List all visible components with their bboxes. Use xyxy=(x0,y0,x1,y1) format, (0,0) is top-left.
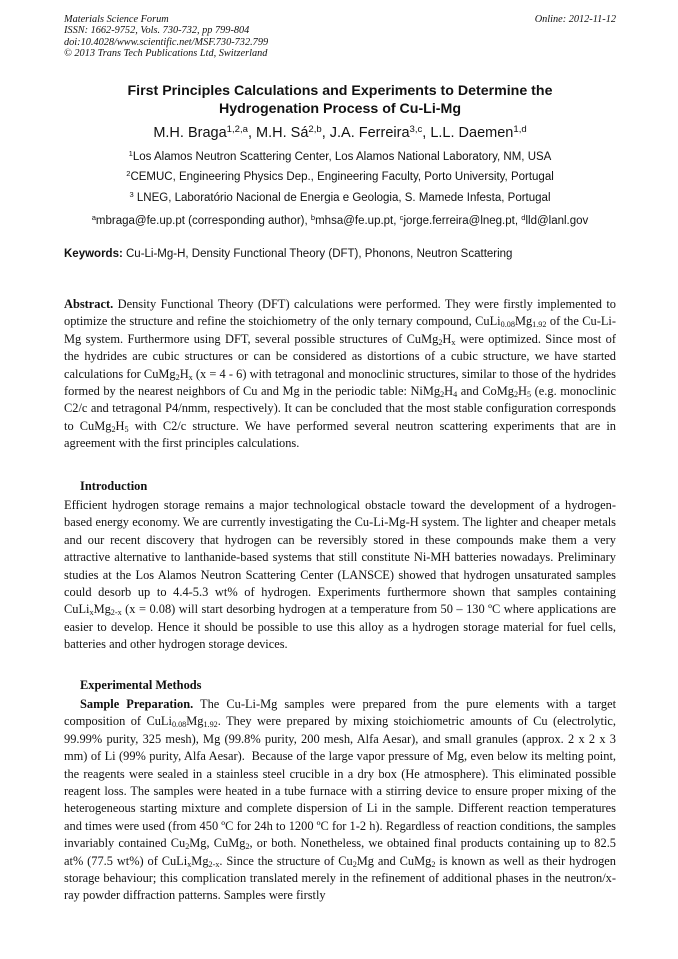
abstract xyxy=(64,296,616,453)
affiliation-1: $^1$Los Alamos Neutron Scattering Center, Los Alamos National Laboratory, NM, USA xyxy=(128,148,552,163)
sample-preparation-heading: Sample Preparation. xyxy=(80,697,194,711)
journal-header xyxy=(64,14,616,60)
author-affiliation-mark: 2,b xyxy=(308,123,322,135)
journal-issn: ISSN: 1662-9752, Vols. 730-732, pp 799-804 xyxy=(64,25,250,37)
author-affiliation-mark: 3,c xyxy=(409,123,423,135)
email-link[interactable]: mhsa@fe.up.pt, xyxy=(315,215,400,227)
title-line-1: First Principles Calculations and Experiments to Determine the xyxy=(127,83,553,99)
journal-doi: doi:10.4028/www.scientific.net/MSF.730-732.799 xyxy=(64,36,269,48)
affiliation-2: $^2$CEMUC, Engineering Physics Dep., Engineering Faculty, Porto University, Portugal xyxy=(126,168,554,183)
introduction-heading: Introduction xyxy=(80,479,148,493)
affiliation-3: $^3$ LNEG, Laboratório Nacional de Energia e Geologia, S. Mamede Infesta, Portugal xyxy=(129,189,551,204)
author-emails: $^a$mbraga@fe.up.pt (corresponding author), $^b$mhsa@fe.up.pt, $^c$jorge.ferreira@lneg.pt, $^d$lld@lanl.gov xyxy=(91,212,589,227)
email-link[interactable]: jorge.ferreira@lneg.pt, xyxy=(403,215,522,227)
keywords xyxy=(64,247,616,261)
author-name: M.H. Sá xyxy=(256,125,309,141)
email-link[interactable]: mbraga@fe.up.pt (corresponding author), xyxy=(95,215,311,227)
journal-copyright: © 2013 Trans Tech Publications Ltd, Switzerland xyxy=(64,48,268,60)
paper-title xyxy=(64,82,616,118)
sample-preparation-text: The Cu-Li-Mg samples were prepared from the pure elements with a target composition of $CuLi_{0.08}Mg_{1.92}$. They were prepared by mixing stoichiometric amounts of Cu (electrolytic, 99.99% purity, 325 mesh), Mg (99.8% purity, 200 mesh, Alfa Aesar), and small granules (approx. 2 x 2 x 3 mm) of Li (99% purity, Alfa Aesar). Because of the large vapor pressure of Mg, even below its melting point, the reagents were sealed in a stainless steel crucible in a dry box (He atmosphere). This eliminated possible reagent loss. The samples were heated in a tube furnace with a stirring device to ensure proper mixing of the heterogeneous starting mixture and complete dispersion of Li in the sample. Different reaction temperatures and times were used (from 450 ºC for 24h to 1200 ºC for 1-2 h). Regardless of reaction conditions, the samples invariably contained $Cu_2Mg$, CuMg$_2$, or both. Nonetheless, we obtained final products containing up to 82.5 at% (77.5 wt%) of $CuLi_xMg_{2-x}$. Since the structure of $Cu_2Mg$ and CuMg$_2$ is known as well as their hydrogen storage behaviour; this complication translated merely in the refinement of additional phases in the neutron/x-ray powder diffraction patterns. Samples were firstly xyxy=(64,697,617,903)
introduction-text: Efficient hydrogen storage remains a major technological obstacle toward the development of a hydrogen-based energy economy. We are currently investigating the Cu-Li-Mg-H system. The lighter and cheaper metals and our recent discovery that hydrogen can be reversibly stored in these compounds make them a very attractive alternative to lanthanide-based systems that still constitute Ni-MH batteries nowadays. Preliminary studies at the Los Alamos Neutron Scattering Center (LANSCE) showed that hydrogen unsaturated samples could desorb up to 4.4-5.3 wt% of hydrogen. Experiments furthermore shown that samples containing $CuLi_xMg_{2-x}$ (x = 0.08) will start desorbing hydrogen at a temperature from 50 – 130 ºC where applications are easier to develop. Hence it should be possible to use this alloy as a hydrogen storage material for fuel cells, batteries and other hydrogen storage devices. xyxy=(64,498,616,652)
online-date: Online: 2012-11-12 xyxy=(534,14,616,25)
author-name: L.L. Daemen xyxy=(430,125,514,141)
title-line-2: Hydrogenation Process of Cu-Li-Mg xyxy=(219,101,461,117)
keywords-text: Cu-Li-Mg-H, Density Functional Theory (DFT), Phonons, Neutron Scattering xyxy=(122,248,513,260)
author-list: M.H. Braga$^{1,2,a}$, M.H. Sá$^{2,b}$, J.A. Ferreira$^{3,c}$, L.L. Daemen$^{1,d}$ xyxy=(153,123,527,141)
author-name: J.A. Ferreira xyxy=(329,125,410,141)
journal-name: Materials Science Forum xyxy=(64,14,169,25)
abstract-label: Abstract. xyxy=(64,297,114,311)
abstract-text: Density Functional Theory (DFT) calculations were performed. They were firstly implemented to optimize the structure and refine the stoichiometry of the only ternary compound, $CuLi_{0.08}Mg_{1.92}$ of the Cu-Li-Mg system. Furthermore using DFT, several possible structures of $CuMg_2H_x$ were optimized. Since most of the hydrides are cubic structures or can be considered as distortions of a cubic structure, we have started calculations for $CuMg_2H_x$ (x = 4 - 6) with tetragonal and monoclinic structures, similar to those of the hydrides formed by the nearest neighbors of Cu and Mg in the periodic table: $NiMg_2H_4$ and $CoMg_2H_5$ (e.g. monoclinic C2/c and tetragonal P4/nmm, respectively). It can be concluded that the most stable configuration corresponds to $CuMg_2H_5$ with C2/c structure. We have performed several neutron scattering experiments that are in agreement with the first principles calculations. xyxy=(64,297,616,451)
methods-text xyxy=(64,696,616,905)
author-affiliation-mark: 1,2,a xyxy=(226,123,248,135)
author-affiliation-mark: 1,d xyxy=(513,123,527,135)
author-name: M.H. Braga xyxy=(153,125,227,141)
keywords-label: Keywords: xyxy=(64,248,123,260)
email-link[interactable]: lld@lanl.gov xyxy=(525,215,589,227)
methods-heading: Experimental Methods xyxy=(80,678,202,692)
